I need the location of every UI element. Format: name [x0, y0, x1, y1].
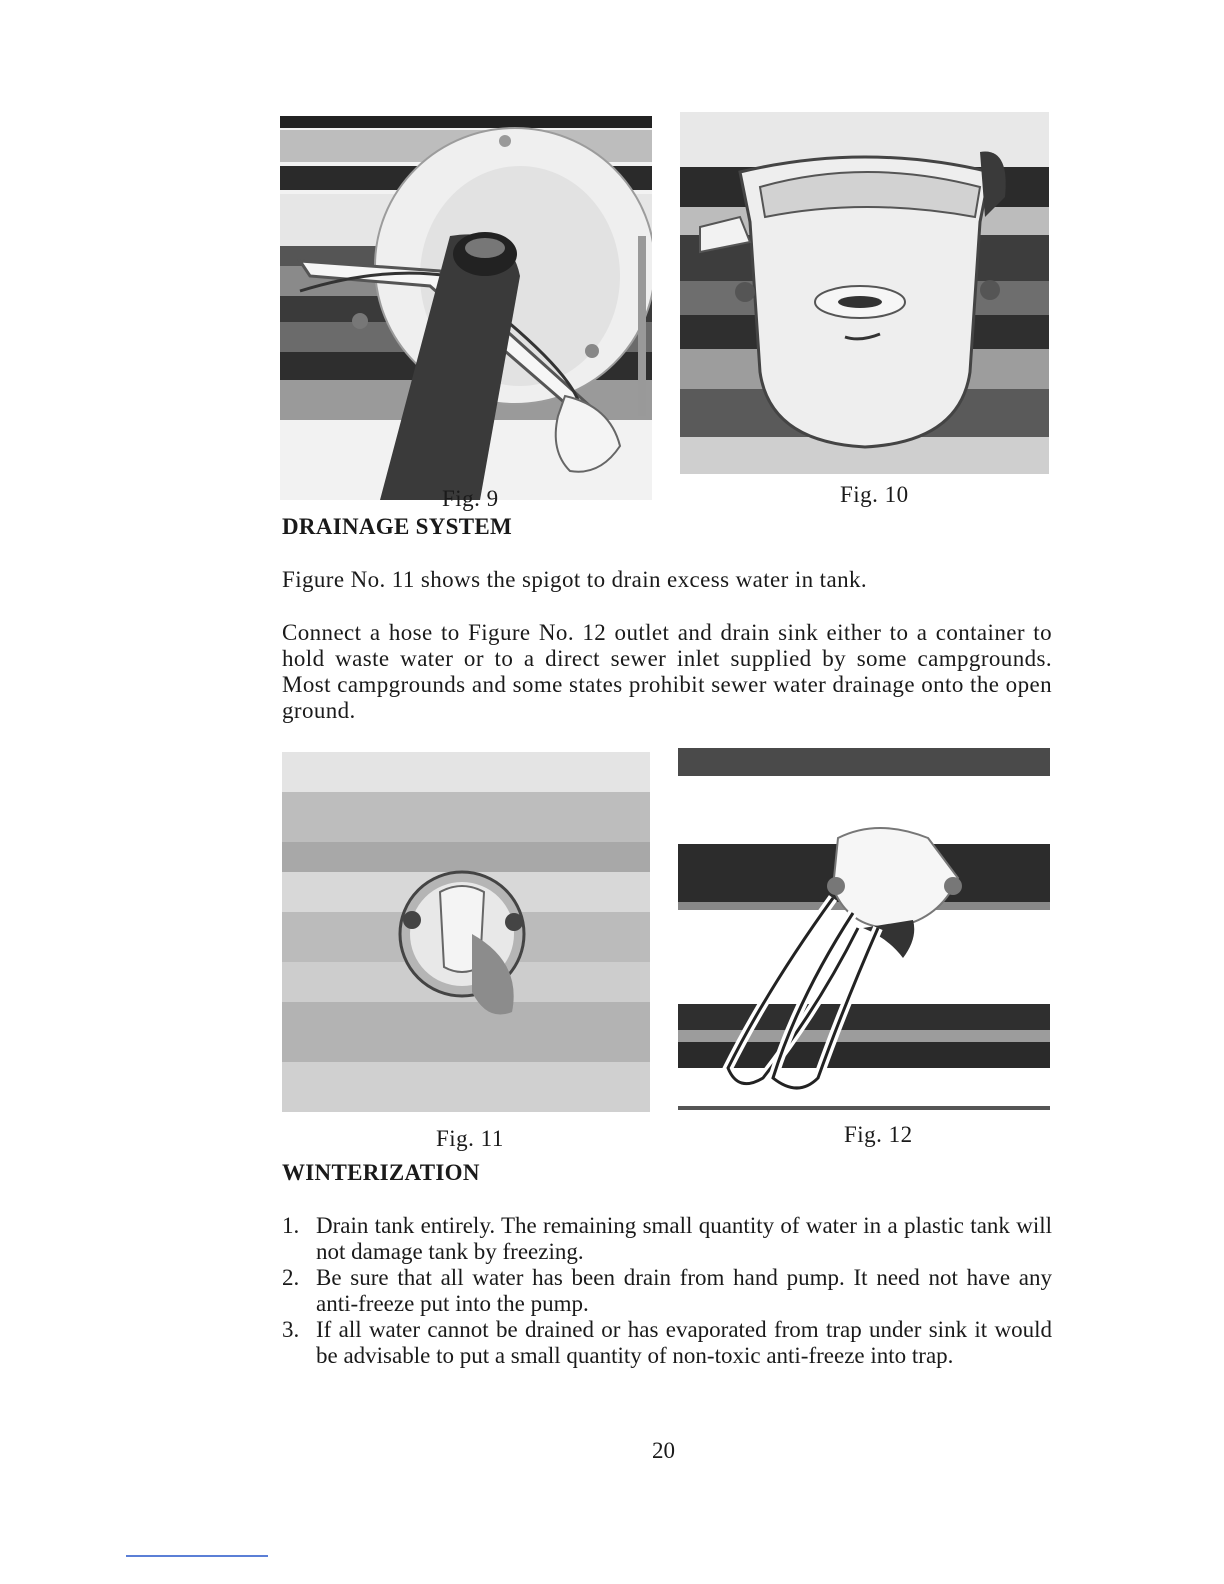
fig11-photo [282, 752, 650, 1112]
list-item-number: 3. [282, 1317, 300, 1342]
drainage-paragraph-1: Figure No. 11 shows the spigot to drain excess water in tank. [282, 567, 868, 592]
list-item [282, 1213, 1052, 1265]
list-item-text: If all water cannot be drained or has evaporated from trap under sink it would be advisable to put a small quantity of non-toxic anti-freeze into trap. [316, 1317, 1052, 1368]
list-item-number: 2. [282, 1265, 300, 1290]
fig11-caption: Fig. 11 [436, 1126, 504, 1151]
fig9-photo [280, 116, 652, 500]
fig10-photo [680, 112, 1049, 474]
list-item-text: Drain tank entirely. The remaining small quantity of water in a plastic tank will not damage tank by freezing. [316, 1213, 1052, 1264]
page-number: 20 [652, 1438, 675, 1463]
list-item [282, 1265, 1052, 1317]
fig10-caption: Fig. 10 [840, 482, 909, 507]
winterization-list [282, 1213, 1052, 1369]
drainage-paragraph-2: Connect a hose to Figure No. 12 outlet and drain sink either to a container to hold waste water or to a direct sewer inlet supplied by some campgrounds. Most campgrounds and some states prohibit sewer water drainage onto the open ground. [282, 620, 1052, 723]
fig12-photo [678, 748, 1050, 1114]
fig9-caption: Fig. 9 [442, 486, 499, 511]
footer-rule [126, 1555, 268, 1557]
drainage-heading: DRAINAGE SYSTEM [282, 514, 513, 539]
list-item-number: 1. [282, 1213, 300, 1238]
list-item-text: Be sure that all water has been drain from hand pump. It need not have any anti-freeze put into the pump. [316, 1265, 1052, 1316]
fig12-caption: Fig. 12 [844, 1122, 913, 1147]
list-item [282, 1317, 1052, 1369]
winterization-heading: WINTERIZATION [282, 1160, 480, 1185]
